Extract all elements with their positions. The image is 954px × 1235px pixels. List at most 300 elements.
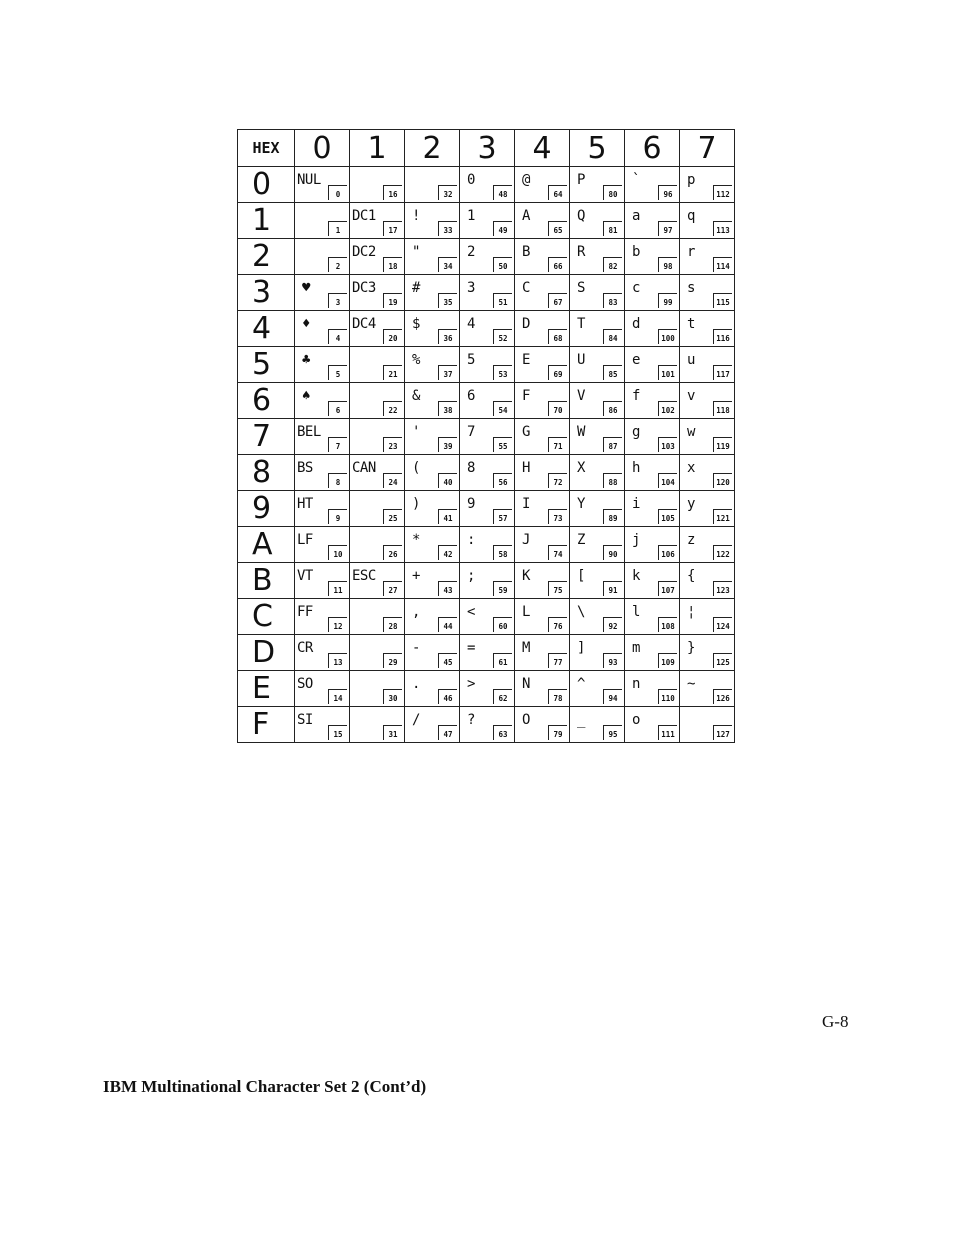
decimal-code: 81 <box>603 221 622 236</box>
char-glyph: T <box>577 316 585 332</box>
row-header: 6 <box>238 383 295 419</box>
char-cell <box>295 563 350 599</box>
table-row <box>238 167 735 203</box>
char-cell <box>460 527 515 563</box>
decimal-code: 3 <box>328 293 347 308</box>
char-cell <box>405 563 460 599</box>
char-glyph: CR <box>297 640 313 656</box>
char-cell <box>295 167 350 203</box>
decimal-code: 93 <box>603 653 622 668</box>
decimal-code: 11 <box>328 581 347 596</box>
char-glyph: b <box>632 244 640 260</box>
decimal-code: 116 <box>713 329 732 344</box>
decimal-code: 52 <box>493 329 512 344</box>
hex-corner-label: HEX <box>238 130 295 167</box>
char-glyph: y <box>687 496 695 512</box>
char-glyph: k <box>632 568 640 584</box>
decimal-code: 119 <box>713 437 732 452</box>
char-glyph: BEL <box>297 424 321 440</box>
char-glyph: O <box>522 712 530 728</box>
char-cell <box>625 419 680 455</box>
column-header: 2 <box>405 130 460 167</box>
char-glyph: v <box>687 388 695 404</box>
char-glyph: 6 <box>467 388 475 404</box>
row-header: 2 <box>238 239 295 275</box>
character-set-table <box>237 129 735 743</box>
char-glyph: . <box>412 676 420 692</box>
char-cell <box>405 383 460 419</box>
decimal-code: 33 <box>438 221 457 236</box>
decimal-code: 14 <box>328 689 347 704</box>
char-cell <box>405 203 460 239</box>
row-header: D <box>238 635 295 671</box>
decimal-code: 100 <box>658 329 677 344</box>
char-glyph: N <box>522 676 530 692</box>
char-cell <box>350 491 405 527</box>
char-glyph: U <box>577 352 585 368</box>
char-cell <box>350 707 405 743</box>
table-row <box>238 275 735 311</box>
char-cell <box>680 563 735 599</box>
char-cell <box>405 347 460 383</box>
decimal-code: 65 <box>548 221 567 236</box>
char-cell <box>515 563 570 599</box>
row-header: C <box>238 599 295 635</box>
char-glyph: ♣ <box>302 352 310 368</box>
decimal-code: 64 <box>548 185 567 200</box>
decimal-code: 90 <box>603 545 622 560</box>
char-glyph: a <box>632 208 640 224</box>
char-glyph: DC3 <box>352 280 376 296</box>
decimal-code: 54 <box>493 401 512 416</box>
column-header: 5 <box>570 130 625 167</box>
char-glyph: _ <box>577 712 585 728</box>
char-cell <box>625 491 680 527</box>
decimal-code: 45 <box>438 653 457 668</box>
column-header: 1 <box>350 130 405 167</box>
char-glyph: j <box>632 532 640 548</box>
char-cell <box>350 419 405 455</box>
char-cell <box>680 455 735 491</box>
decimal-code: 125 <box>713 653 732 668</box>
decimal-code: 6 <box>328 401 347 416</box>
char-glyph: - <box>412 640 420 656</box>
char-glyph: DC2 <box>352 244 376 260</box>
decimal-code: 108 <box>658 617 677 632</box>
char-glyph: i <box>632 496 640 512</box>
char-cell <box>460 455 515 491</box>
decimal-code: 7 <box>328 437 347 452</box>
char-cell <box>625 275 680 311</box>
decimal-code: 2 <box>328 257 347 272</box>
char-cell <box>680 635 735 671</box>
decimal-code: 111 <box>658 725 677 740</box>
column-header: 3 <box>460 130 515 167</box>
decimal-code: 22 <box>383 401 402 416</box>
char-glyph: r <box>687 244 695 260</box>
decimal-code: 124 <box>713 617 732 632</box>
char-cell <box>405 707 460 743</box>
decimal-code: 89 <box>603 509 622 524</box>
decimal-code: 80 <box>603 185 622 200</box>
decimal-code: 85 <box>603 365 622 380</box>
row-header: F <box>238 707 295 743</box>
decimal-code: 47 <box>438 725 457 740</box>
decimal-code: 105 <box>658 509 677 524</box>
char-glyph: > <box>467 676 475 692</box>
char-cell <box>295 311 350 347</box>
char-cell <box>460 311 515 347</box>
char-cell <box>515 167 570 203</box>
table-row <box>238 347 735 383</box>
char-cell <box>460 599 515 635</box>
decimal-code: 23 <box>383 437 402 452</box>
char-cell <box>625 347 680 383</box>
decimal-code: 17 <box>383 221 402 236</box>
char-glyph: w <box>687 424 695 440</box>
decimal-code: 27 <box>383 581 402 596</box>
decimal-code: 66 <box>548 257 567 272</box>
decimal-code: 83 <box>603 293 622 308</box>
decimal-code: 25 <box>383 509 402 524</box>
char-glyph: 2 <box>467 244 475 260</box>
decimal-code: 104 <box>658 473 677 488</box>
decimal-code: 84 <box>603 329 622 344</box>
section-caption: IBM Multinational Character Set 2 (Cont’d) <box>103 1077 427 1096</box>
char-cell <box>625 239 680 275</box>
char-glyph: ESC <box>352 568 376 584</box>
char-cell <box>625 671 680 707</box>
char-glyph: V <box>577 388 585 404</box>
char-cell <box>570 707 625 743</box>
char-glyph: L <box>522 604 530 620</box>
table-row <box>238 563 735 599</box>
char-cell <box>350 275 405 311</box>
decimal-code: 103 <box>658 437 677 452</box>
char-glyph: CAN <box>352 460 376 476</box>
char-glyph: ) <box>412 496 420 512</box>
char-cell <box>570 491 625 527</box>
char-glyph: BS <box>297 460 313 476</box>
char-glyph: m <box>632 640 640 656</box>
char-cell <box>350 383 405 419</box>
char-glyph: c <box>632 280 640 296</box>
header-row <box>238 130 735 167</box>
row-header: 8 <box>238 455 295 491</box>
char-cell <box>625 599 680 635</box>
row-header: 7 <box>238 419 295 455</box>
table-row <box>238 203 735 239</box>
char-glyph: NUL <box>297 172 321 188</box>
decimal-code: 60 <box>493 617 512 632</box>
decimal-code: 34 <box>438 257 457 272</box>
char-glyph: G <box>522 424 530 440</box>
char-glyph: HT <box>297 496 313 512</box>
char-glyph: Y <box>577 496 585 512</box>
decimal-code: 117 <box>713 365 732 380</box>
char-glyph: x <box>687 460 695 476</box>
char-glyph: 3 <box>467 280 475 296</box>
decimal-code: 61 <box>493 653 512 668</box>
char-glyph: o <box>632 712 640 728</box>
decimal-code: 0 <box>328 185 347 200</box>
decimal-code: 30 <box>383 689 402 704</box>
char-glyph: h <box>632 460 640 476</box>
char-glyph: q <box>687 208 695 224</box>
char-glyph: 4 <box>467 316 475 332</box>
decimal-code: 68 <box>548 329 567 344</box>
char-cell <box>295 635 350 671</box>
char-cell <box>680 599 735 635</box>
decimal-code: 98 <box>658 257 677 272</box>
decimal-code: 94 <box>603 689 622 704</box>
char-cell <box>570 527 625 563</box>
char-cell <box>405 167 460 203</box>
char-cell <box>570 599 625 635</box>
row-header: 9 <box>238 491 295 527</box>
char-glyph: z <box>687 532 695 548</box>
row-header: 0 <box>238 167 295 203</box>
char-glyph: FF <box>297 604 313 620</box>
decimal-code: 78 <box>548 689 567 704</box>
char-glyph: VT <box>297 568 313 584</box>
decimal-code: 31 <box>383 725 402 740</box>
char-cell <box>680 203 735 239</box>
char-cell <box>350 455 405 491</box>
char-cell <box>460 563 515 599</box>
decimal-code: 114 <box>713 257 732 272</box>
char-glyph: C <box>522 280 530 296</box>
char-glyph: / <box>412 712 420 728</box>
char-cell <box>460 419 515 455</box>
char-cell <box>515 203 570 239</box>
decimal-code: 63 <box>493 725 512 740</box>
char-glyph: g <box>632 424 640 440</box>
char-cell <box>405 527 460 563</box>
char-cell <box>680 527 735 563</box>
char-cell <box>295 203 350 239</box>
char-glyph: ♥ <box>302 280 310 296</box>
char-cell <box>625 563 680 599</box>
decimal-code: 82 <box>603 257 622 272</box>
column-header: 4 <box>515 130 570 167</box>
table-row <box>238 707 735 743</box>
char-cell <box>350 671 405 707</box>
char-cell <box>570 347 625 383</box>
char-cell <box>680 383 735 419</box>
column-header: 6 <box>625 130 680 167</box>
char-glyph: F <box>522 388 530 404</box>
char-cell <box>625 635 680 671</box>
char-cell <box>570 419 625 455</box>
char-cell <box>460 167 515 203</box>
char-cell <box>625 167 680 203</box>
char-cell <box>570 275 625 311</box>
char-glyph: K <box>522 568 530 584</box>
char-glyph: ~ <box>687 676 695 692</box>
char-cell <box>460 347 515 383</box>
char-cell <box>680 491 735 527</box>
decimal-code: 96 <box>658 185 677 200</box>
char-glyph: { <box>687 568 695 584</box>
char-glyph: d <box>632 316 640 332</box>
decimal-code: 122 <box>713 545 732 560</box>
char-cell <box>515 347 570 383</box>
char-glyph: E <box>522 352 530 368</box>
char-cell <box>625 527 680 563</box>
char-glyph: ¦ <box>687 604 695 620</box>
row-header: 3 <box>238 275 295 311</box>
decimal-code: 1 <box>328 221 347 236</box>
decimal-code: 8 <box>328 473 347 488</box>
char-glyph: : <box>467 532 475 548</box>
decimal-code: 59 <box>493 581 512 596</box>
char-cell <box>295 455 350 491</box>
char-cell <box>625 203 680 239</box>
decimal-code: 91 <box>603 581 622 596</box>
char-cell <box>570 563 625 599</box>
char-cell <box>570 383 625 419</box>
char-glyph: # <box>412 280 420 296</box>
char-cell <box>460 239 515 275</box>
char-cell <box>680 347 735 383</box>
decimal-code: 55 <box>493 437 512 452</box>
decimal-code: 36 <box>438 329 457 344</box>
decimal-code: 5 <box>328 365 347 380</box>
decimal-code: 92 <box>603 617 622 632</box>
table-row <box>238 239 735 275</box>
decimal-code: 95 <box>603 725 622 740</box>
char-cell <box>460 383 515 419</box>
decimal-code: 29 <box>383 653 402 668</box>
char-glyph: Q <box>577 208 585 224</box>
char-glyph: ` <box>632 172 640 188</box>
char-cell <box>680 167 735 203</box>
char-cell <box>295 419 350 455</box>
decimal-code: 107 <box>658 581 677 596</box>
table-row <box>238 671 735 707</box>
char-cell <box>295 707 350 743</box>
char-cell <box>350 167 405 203</box>
char-glyph: H <box>522 460 530 476</box>
char-cell <box>515 599 570 635</box>
decimal-code: 121 <box>713 509 732 524</box>
decimal-code: 75 <box>548 581 567 596</box>
column-header: 7 <box>680 130 735 167</box>
char-cell <box>680 311 735 347</box>
decimal-code: 35 <box>438 293 457 308</box>
char-glyph: R <box>577 244 585 260</box>
char-glyph: f <box>632 388 640 404</box>
char-cell <box>295 275 350 311</box>
decimal-code: 46 <box>438 689 457 704</box>
char-glyph: W <box>577 424 585 440</box>
decimal-code: 20 <box>383 329 402 344</box>
decimal-code: 106 <box>658 545 677 560</box>
decimal-code: 24 <box>383 473 402 488</box>
decimal-code: 50 <box>493 257 512 272</box>
decimal-code: 112 <box>713 185 732 200</box>
char-glyph: 5 <box>467 352 475 368</box>
decimal-code: 42 <box>438 545 457 560</box>
decimal-code: 102 <box>658 401 677 416</box>
char-glyph: % <box>412 352 420 368</box>
char-cell <box>460 635 515 671</box>
char-glyph: S <box>577 280 585 296</box>
decimal-code: 126 <box>713 689 732 704</box>
decimal-code: 39 <box>438 437 457 452</box>
decimal-code: 28 <box>383 617 402 632</box>
char-cell <box>405 311 460 347</box>
char-glyph: P <box>577 172 585 188</box>
column-header: 0 <box>295 130 350 167</box>
decimal-code: 49 <box>493 221 512 236</box>
char-cell <box>405 635 460 671</box>
char-cell <box>515 491 570 527</box>
character-set-table-wrap <box>237 129 735 743</box>
char-glyph: ♠ <box>302 388 310 404</box>
char-glyph: X <box>577 460 585 476</box>
char-cell <box>515 239 570 275</box>
decimal-code: 48 <box>493 185 512 200</box>
char-glyph: M <box>522 640 530 656</box>
char-glyph: ' <box>412 424 420 440</box>
decimal-code: 110 <box>658 689 677 704</box>
char-glyph: < <box>467 604 475 620</box>
decimal-code: 18 <box>383 257 402 272</box>
char-glyph: \ <box>577 604 585 620</box>
char-cell <box>570 671 625 707</box>
table-row <box>238 455 735 491</box>
char-cell <box>405 419 460 455</box>
decimal-code: 16 <box>383 185 402 200</box>
char-glyph: u <box>687 352 695 368</box>
char-glyph: " <box>412 244 420 260</box>
decimal-code: 51 <box>493 293 512 308</box>
decimal-code: 73 <box>548 509 567 524</box>
char-cell <box>515 707 570 743</box>
decimal-code: 56 <box>493 473 512 488</box>
char-glyph: 7 <box>467 424 475 440</box>
decimal-code: 88 <box>603 473 622 488</box>
char-cell <box>570 203 625 239</box>
char-glyph: 1 <box>467 208 475 224</box>
char-cell <box>570 311 625 347</box>
decimal-code: 101 <box>658 365 677 380</box>
char-cell <box>680 671 735 707</box>
char-cell <box>405 239 460 275</box>
decimal-code: 41 <box>438 509 457 524</box>
char-cell <box>295 347 350 383</box>
decimal-code: 13 <box>328 653 347 668</box>
char-glyph: @ <box>522 172 530 188</box>
decimal-code: 77 <box>548 653 567 668</box>
char-cell <box>405 455 460 491</box>
char-glyph: n <box>632 676 640 692</box>
char-glyph: LF <box>297 532 313 548</box>
char-glyph: I <box>522 496 530 512</box>
char-cell <box>515 635 570 671</box>
decimal-code: 123 <box>713 581 732 596</box>
char-glyph: ] <box>577 640 585 656</box>
char-cell <box>405 671 460 707</box>
char-cell <box>680 707 735 743</box>
decimal-code: 19 <box>383 293 402 308</box>
char-cell <box>570 635 625 671</box>
char-cell <box>350 635 405 671</box>
decimal-code: 79 <box>548 725 567 740</box>
char-cell <box>515 671 570 707</box>
